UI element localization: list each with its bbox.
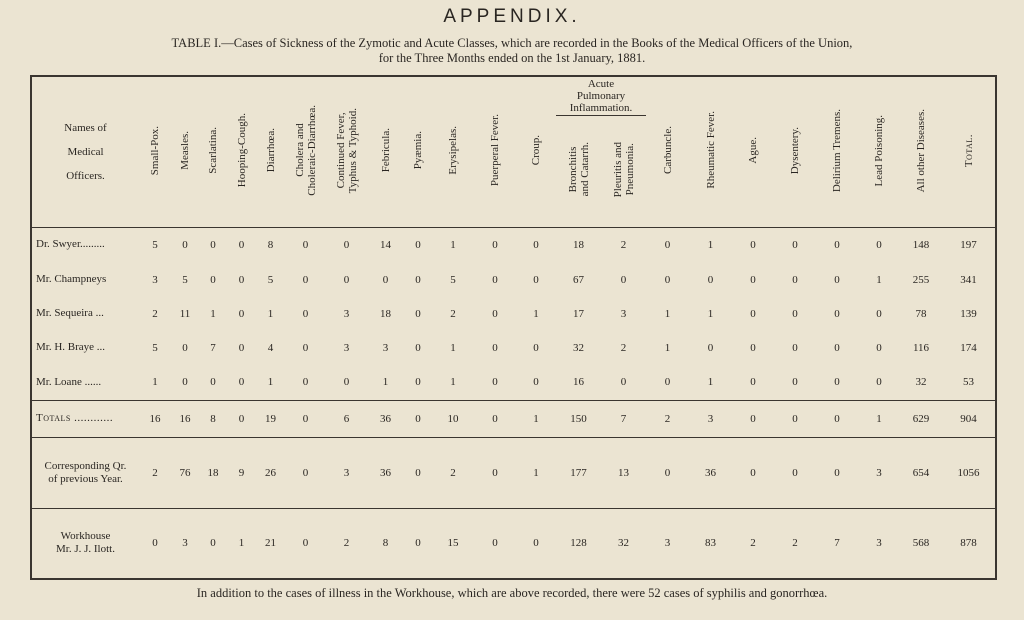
table-cell: 0 [302,341,309,354]
previous-year-row [32,437,995,508]
table-cell: 0 [816,400,858,437]
table-cell: 0 [404,437,432,508]
table-cell: 0 [774,227,816,262]
table-cell: 0 [533,273,539,286]
col-header-group-0-line: and Catarrh. [578,142,591,197]
table-cell: 0 [285,400,326,437]
table-cell: 0 [474,508,516,578]
table-cell: 0 [404,508,432,578]
table-cell: 32 [915,376,927,389]
table-row-1 [32,262,995,296]
table-cell: 0 [415,341,421,354]
table-row-2 [32,297,995,331]
col-header-names-line: Medical [67,145,104,158]
table-cell: 0 [876,341,882,354]
table-cell: 0 [834,341,840,354]
table-cell: 3 [171,508,199,578]
table-cell: 0 [732,400,774,437]
col-header-after-2-label: Ague. [747,136,759,164]
table-cell: 0 [492,273,498,286]
col-header-after-0-label: Carbuncle. [661,126,674,175]
table-row-1-name: Mr. Champneys [36,273,107,286]
col-header-before-11 [516,77,556,227]
table-cell: 1 [707,307,714,320]
table-cell: 0 [139,508,171,578]
col-header-group-1-line: Pleuritis and [611,141,624,198]
table-cell: 1 [858,400,900,437]
table-cell: 5 [139,227,171,262]
table-cell: 0 [171,227,199,262]
col-header-after-5 [858,77,900,227]
table-cell: 0 [750,273,756,286]
col-header-before-6-line: Continued Fever, [334,112,347,189]
table-cell: 11 [179,307,191,320]
table-body [32,227,995,578]
footnote: In addition to the cases of illness in the Workhouse, which are above recorded, there were 52 cases of syphilis and gonorrhœa. [196,586,828,600]
table-cell: 0 [834,376,840,389]
table-cell: 3 [382,341,389,354]
table-cell: 0 [792,307,798,320]
table-cell: 1 [227,508,256,578]
table-cell: 0 [285,227,326,262]
table-cell: 0 [326,227,367,262]
table-cell: 0 [404,227,432,262]
col-header-before-6-line: Typhus & Typhoid. [346,107,359,193]
table-cell: 3 [620,307,627,320]
col-header-before-4-label: Diarrhœa. [264,128,277,173]
table-cell: 26 [256,437,285,508]
table-cell: 148 [900,227,942,262]
table-cell: 128 [556,508,601,578]
table-cell: 0 [774,400,816,437]
table-cell: 568 [900,508,942,578]
table-cell: 0 [199,227,227,262]
col-header-group-1-line: Pneumonia. [623,143,636,196]
table-cell: 1 [707,376,714,389]
col-header-before-0-label: Small-Pox. [149,125,161,175]
col-header-before-1 [171,77,199,227]
workhouse-row [32,508,995,578]
table-cell: 83 [689,508,732,578]
workhouse-row-name [32,508,139,578]
table-cell: 1 [876,273,882,286]
table-cell: 1 [450,376,456,389]
col-header-after-6 [900,77,942,227]
table-cell: 0 [858,227,900,262]
table-cell: 0 [238,273,245,286]
table-cell: 18 [199,437,227,508]
table-cell: 116 [912,341,930,354]
col-header-before-8 [404,77,432,227]
table-row-0 [32,227,995,262]
table-cell: 5 [450,273,456,286]
table-cell: 0 [816,227,858,262]
table-cell: 5 [152,341,158,354]
table-cell: 1 [152,376,158,389]
table-cell: 0 [876,307,882,320]
table-cell: 2 [432,437,474,508]
totals-row-name: Totals ............ [32,400,139,437]
table-cell: 1 [210,307,216,320]
col-header-names-line: Names of [64,121,107,134]
table-cell: 255 [912,273,930,286]
table-cell: 0 [834,273,840,286]
col-header-before-2 [199,77,227,227]
col-header-before-5 [285,77,326,227]
previous-year-row-name-line: Corresponding Qr. [44,459,127,472]
table-cell: 2 [732,508,774,578]
table-row-3-name: Mr. H. Braye ... [36,341,106,354]
table-cell: 1 [450,341,456,354]
table-cell: 878 [942,508,995,578]
group-header-line: Inflammation. [569,101,633,114]
col-header-before-8-label: Pyæmia. [412,131,424,170]
table-cell: 0 [834,307,840,320]
col-header-after-0 [646,77,689,227]
workhouse-row-name-line: Mr. J. J. Ilott. [56,543,115,556]
table-cell: 5 [267,273,274,286]
col-header-after-1 [689,77,732,227]
col-header-before-6 [326,77,367,227]
table-cell: 2 [139,437,171,508]
table-row-4 [32,365,995,400]
table-cell: 0 [533,341,539,354]
table-cell: 0 [182,376,188,389]
table-cell: 0 [343,376,350,389]
col-header-before-11-label: Croup. [530,135,542,166]
table-cell: 19 [256,400,285,437]
table-cell: 16 [139,400,171,437]
col-header-before-9-label: Erysipelas. [447,125,459,175]
table-cell: 0 [792,376,798,389]
table-cell: 0 [285,437,326,508]
col-header-before-10 [474,77,516,227]
table-row-4-name: Mr. Loane ...... [36,375,102,388]
table-cell: 7 [816,508,858,578]
table-cell: 2 [450,307,456,320]
table-cell: 13 [601,437,646,508]
table-cell: 78 [915,307,927,320]
col-header-after-4 [816,77,858,227]
col-header-after-7 [942,77,995,227]
table-cell: 3 [858,437,900,508]
table-cell: 0 [792,341,798,354]
table-cell: 174 [960,341,977,354]
workhouse-row-name-line: Workhouse [60,530,111,543]
table-cell: 16 [171,400,199,437]
table-cell: 0 [646,227,689,262]
table-cell: 0 [285,508,326,578]
table-cell: 0 [227,400,256,437]
table-cell: 0 [302,307,309,320]
table-cell: 0 [664,376,671,389]
table-cell: 0 [302,376,309,389]
table-cell: 0 [415,307,421,320]
table-cell: 0 [492,376,498,389]
table-cell: 0 [415,376,421,389]
table-cell: 18 [380,307,391,320]
col-header-after-3 [774,77,816,227]
table-cell: 2 [774,508,816,578]
table-cell: 0 [238,341,245,354]
table-cell: 0 [382,273,389,286]
table-cell: 0 [415,273,421,286]
table-cell: 6 [326,400,367,437]
col-header-before-9 [432,77,474,227]
table-cell: 0 [238,307,245,320]
table-cell: 1 [516,437,556,508]
table-cell: 0 [732,227,774,262]
col-header-group-1 [601,115,646,227]
table-cell: 0 [492,307,498,320]
col-header-before-3-label: Hooping-Cough. [235,113,248,188]
table-cell: 0 [620,273,627,286]
table-cell: 8 [199,400,227,437]
col-header-after-6-label: All other Diseases. [915,108,927,192]
table-cell: 0 [707,341,714,354]
table-cell: 3 [343,341,350,354]
table-cell: 36 [367,437,404,508]
col-header-before-5-line: Cholera and [293,123,306,177]
col-header-after-2 [732,77,774,227]
group-header-line: Acute [587,77,615,90]
table-cell: 32 [601,508,646,578]
col-header-before-5-line: Choleraic-Diarrhœa. [305,104,318,196]
table-cell: 1056 [942,437,995,508]
col-header-group-0-line: Bronchitis [566,146,579,193]
table-header [32,77,995,227]
table-cell: 0 [474,400,516,437]
table-cell: 0 [516,508,556,578]
table-cell: 0 [732,437,774,508]
col-header-names-line: Officers. [66,169,105,182]
table-cell: 36 [689,437,732,508]
table-cell: 0 [707,273,714,286]
table-row-3 [32,331,995,365]
table-cell: 3 [343,307,350,320]
table-cell: 0 [199,508,227,578]
table-cell: 0 [474,227,516,262]
table-cell: 1 [664,307,671,320]
col-header-after-3-label: Dysentery. [789,126,801,174]
table-cell: 8 [367,508,404,578]
table-cell: 7 [210,341,216,354]
table-cell: 3 [858,508,900,578]
col-header-before-2-label: Scarlatina. [207,126,219,174]
table-cell: 2 [646,400,689,437]
col-header-names [32,77,139,227]
table-cell: 15 [432,508,474,578]
table-cell: 0 [210,376,216,389]
table-caption [60,36,964,66]
table-cell: 0 [227,227,256,262]
table-cell: 0 [774,437,816,508]
col-header-before-1-label: Measles. [179,130,191,170]
totals-row [32,400,995,437]
table-cell: 0 [182,341,188,354]
table-cell: 1 [267,376,274,389]
table-cell: 17 [573,307,584,320]
table-cell: 904 [942,400,995,437]
col-header-group-0 [556,115,601,227]
table-cell: 2 [601,227,646,262]
table-cell: 0 [750,376,756,389]
table-cell: 0 [404,400,432,437]
table-cell: 341 [960,273,977,286]
table-cell: 0 [876,376,882,389]
table-cell: 0 [664,273,671,286]
table-cell: 0 [238,376,245,389]
table-cell: 0 [492,341,498,354]
table-cell: 0 [533,376,539,389]
caption-line-2: for the Three Months ended on the 1st January, 1881. [378,51,646,65]
previous-year-row-name-line: of previous Year. [48,472,123,485]
table-cell: 3 [326,437,367,508]
col-header-before-3 [227,77,256,227]
table-cell: 32 [573,341,584,354]
table-cell: 1 [533,307,539,320]
group-header-acute-pulmonary [556,77,646,115]
table-cell: 0 [792,273,798,286]
table-cell: 0 [750,307,756,320]
table-cell: 654 [900,437,942,508]
table-cell: 18 [556,227,601,262]
table-row-0-name: Dr. Swyer......... [32,227,139,262]
table-cell: 16 [573,376,584,389]
table-cell: 0 [343,273,350,286]
table-cell: 0 [210,273,216,286]
table-cell: 1 [689,227,732,262]
col-header-after-7-label: Total. [962,133,975,167]
table-cell: 2 [620,341,627,354]
table-cell: 10 [432,400,474,437]
table-cell: 1 [516,400,556,437]
table-cell: 7 [601,400,646,437]
table-cell: 1 [664,341,671,354]
group-header-line: Pulmonary [576,89,626,102]
col-header-before-7 [367,77,404,227]
table-cell: 1 [382,376,389,389]
page-heading: APPENDIX. [443,6,581,27]
col-header-after-5-label: Lead Poisoning. [873,114,885,186]
table-cell: 0 [474,437,516,508]
table-cell: 0 [516,227,556,262]
table-cell: 2 [152,307,158,320]
table-cell: 150 [556,400,601,437]
table-cell: 3 [152,273,158,286]
caption-line-1: TABLE I.—Cases of Sickness of the Zymotic and Acute Classes, which are recorded in the Books of the Medical Officers of the Union, [171,36,853,50]
table-cell: 76 [171,437,199,508]
table-cell: 3 [689,400,732,437]
col-header-before-7-label: Febricula. [379,128,392,173]
table-cell: 5 [182,273,188,286]
col-header-before-10-label: Puerperal Fever. [489,114,501,187]
table-cell: 36 [367,400,404,437]
table-cell: 629 [900,400,942,437]
table-row-2-name: Mr. Sequeira ... [36,307,104,320]
table-cell: 1 [267,307,274,320]
table-cell: 0 [816,437,858,508]
table-cell: 8 [256,227,285,262]
table-cell: 21 [256,508,285,578]
col-header-after-1-label: Rheumatic Fever. [704,111,717,190]
previous-year-row-name [32,437,139,508]
col-header-after-4-label: Delirium Tremens. [831,108,843,192]
table-cell: 1 [432,227,474,262]
sickness-table-frame [30,75,997,580]
col-header-before-4 [256,77,285,227]
table-cell: 0 [646,437,689,508]
table-cell: 53 [963,376,974,389]
table-cell: 0 [302,273,309,286]
sickness-table [32,77,995,578]
table-cell: 9 [227,437,256,508]
table-cell: 14 [367,227,404,262]
table-cell: 3 [646,508,689,578]
table-cell: 177 [556,437,601,508]
table-cell: 4 [267,341,274,354]
col-header-before-0 [139,77,171,227]
table-cell: 0 [750,341,756,354]
table-cell: 0 [620,376,627,389]
table-cell: 67 [573,273,584,286]
table-cell: 197 [942,227,995,262]
table-cell: 139 [960,307,977,320]
table-cell: 2 [326,508,367,578]
